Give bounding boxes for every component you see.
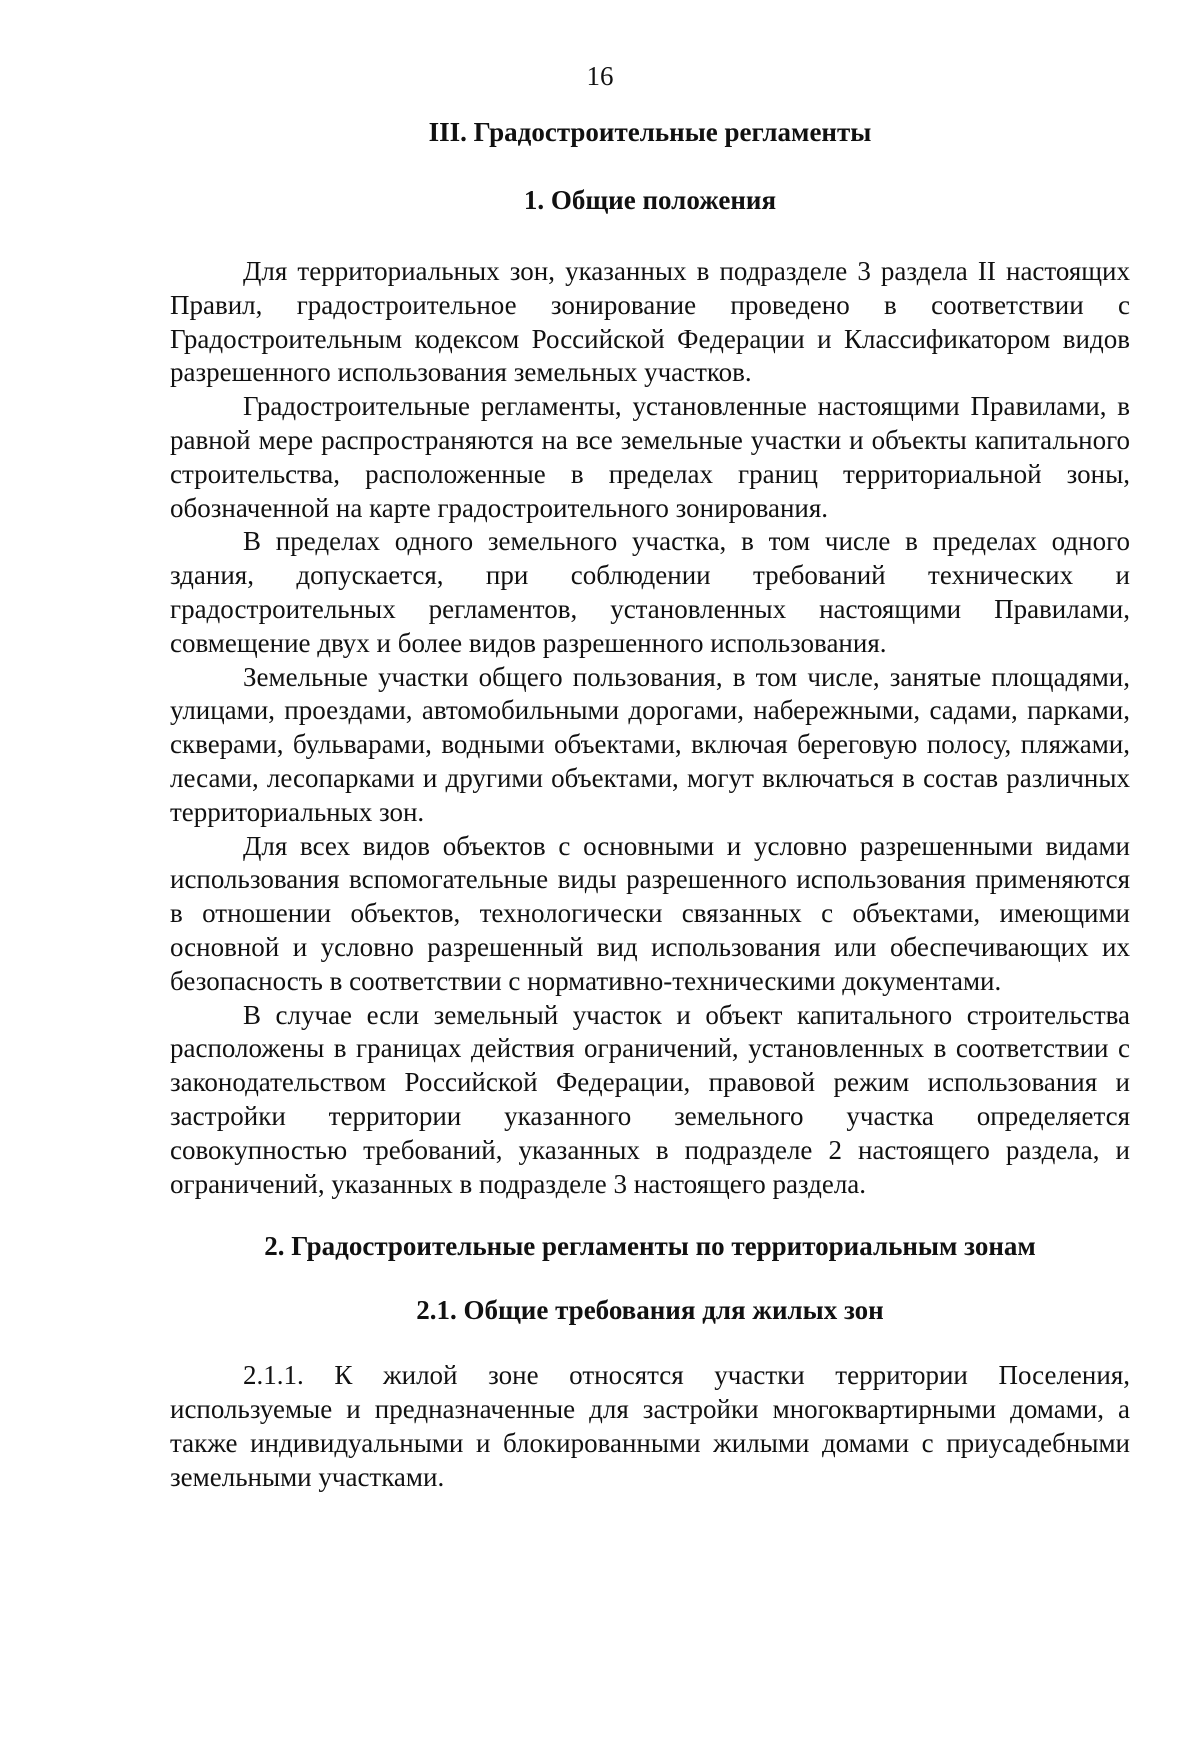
subsection-title-general-provisions: 1. Общие положения — [523, 185, 777, 215]
section-title: III. Градостроительные регламенты — [428, 117, 872, 147]
paragraph: Градостроительные регламенты, установленные настоящими Правилами, в равной мере распространяются на все земельные участки и объекты капитального строительства, расположенные в пределах границ территориальной зоны, обозначенной на карте градостроительного зонирования. — [170, 391, 1130, 523]
paragraph: Для всех видов объектов с основными и условно разрешенными видами использования вспомогательные виды разрешенного использования применяются в отношении объектов, технологически связанных с объектами, имеющими основной и условно разрешенный вид использования или обеспечивающих их безопасность в соответствии с нормативно-техническими документами. — [170, 830, 1130, 996]
paragraph: Для территориальных зон, указанных в подразделе 3 раздела II настоящих Правил, градостроительное зонирование проведено в соответствии с Градостроительным кодексом Российской Федерации и Классификатором видов разрешенного использования земельных участков. — [170, 256, 1130, 388]
subsection-title-zone-regulations: 2. Градостроительные регламенты по территориальным зонам — [264, 1231, 1036, 1262]
paragraph: 2.1.1. К жилой зоне относятся участки территории Поселения, используемые и предназначенные для застройки многоквартирными домами, а также индивидуальными и блокированными жилыми домами с приусадебными земельными участками. — [170, 1360, 1130, 1492]
page-number: 16 — [586, 61, 614, 91]
paragraph: Земельные участки общего пользования, в том числе, занятые площадями, улицами, проездами, автомобильными дорогами, набережными, садами, парками, скверами, бульварами, водными объектами, включая береговую полосу, пляжами, лесами, лесопарками и другими объектами, могут включаться в состав различных территориальных зон. — [170, 661, 1130, 827]
paragraph: В пределах одного земельного участка, в том числе в пределах одного здания, допускается, при соблюдении требований технических и градостроительных регламентов, установленных настоящими Правилами, совмещение двух и более видов разрешенного использования. — [170, 526, 1130, 658]
paragraph: В случае если земельный участок и объект капитального строительства расположены в границах действия ограничений, установленных в соответствии с законодательством Российской Федерации, правовой режим использования и застройки территории указанного земельного участка определяется совокупностью требований, указанных в подразделе 2 настоящего раздела, и ограничений, указанных в подразделе 3 настоящего раздела. — [170, 999, 1130, 1199]
document-body — [170, 115, 1130, 1495]
subsection-title-residential-zones: 2.1. Общие требования для жилых зон — [416, 1295, 884, 1326]
